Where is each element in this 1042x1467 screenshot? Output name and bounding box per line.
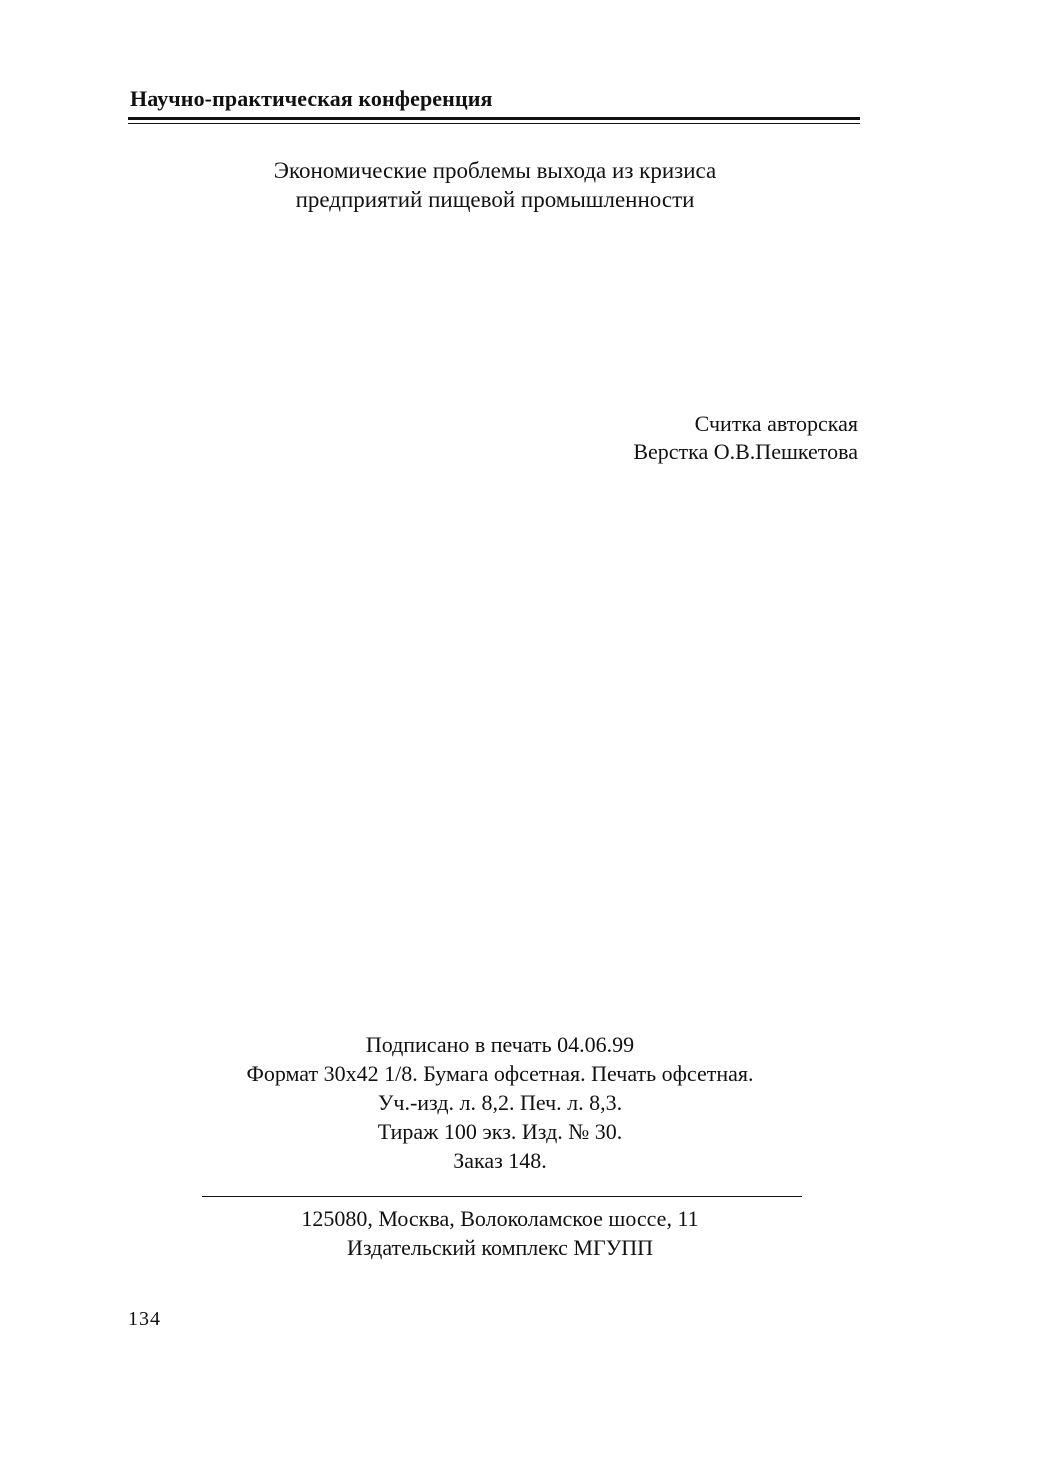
imprint-order: Заказ 148. <box>453 1148 547 1173</box>
imprint-block <box>150 1030 850 1175</box>
credit-layout: Верстка О.В.Пешкетова <box>633 439 858 464</box>
publisher-address <box>150 1204 850 1262</box>
running-head: Научно-практическая конференция <box>130 86 493 111</box>
header-rule-thick <box>128 117 860 120</box>
page-number: 134 <box>128 1308 161 1330</box>
title-line-2: предприятий пищевой промышленности <box>295 187 695 212</box>
address-line: 125080, Москва, Волоколамское шоссе, 11 <box>301 1206 699 1231</box>
credit-proofreading: Считка авторская <box>694 411 858 436</box>
imprint-signed: Подписано в печать 04.06.99 <box>365 1032 635 1057</box>
imprint-print-run: Тираж 100 экз. Изд. № 30. <box>377 1119 623 1144</box>
imprint-sheets: Уч.-изд. л. 8,2. Печ. л. 8,3. <box>377 1090 623 1115</box>
credits-block <box>633 410 858 466</box>
header-rule-thin <box>128 123 860 124</box>
title-line-1: Экономические проблемы выхода из кризиса <box>273 158 717 183</box>
document-title <box>200 156 790 214</box>
imprint-divider <box>202 1196 802 1197</box>
imprint-format: Формат 30х42 1/8. Бумага офсетная. Печать офсетная. <box>246 1061 754 1086</box>
publisher-name: Издательский комплекс МГУПП <box>346 1235 654 1260</box>
